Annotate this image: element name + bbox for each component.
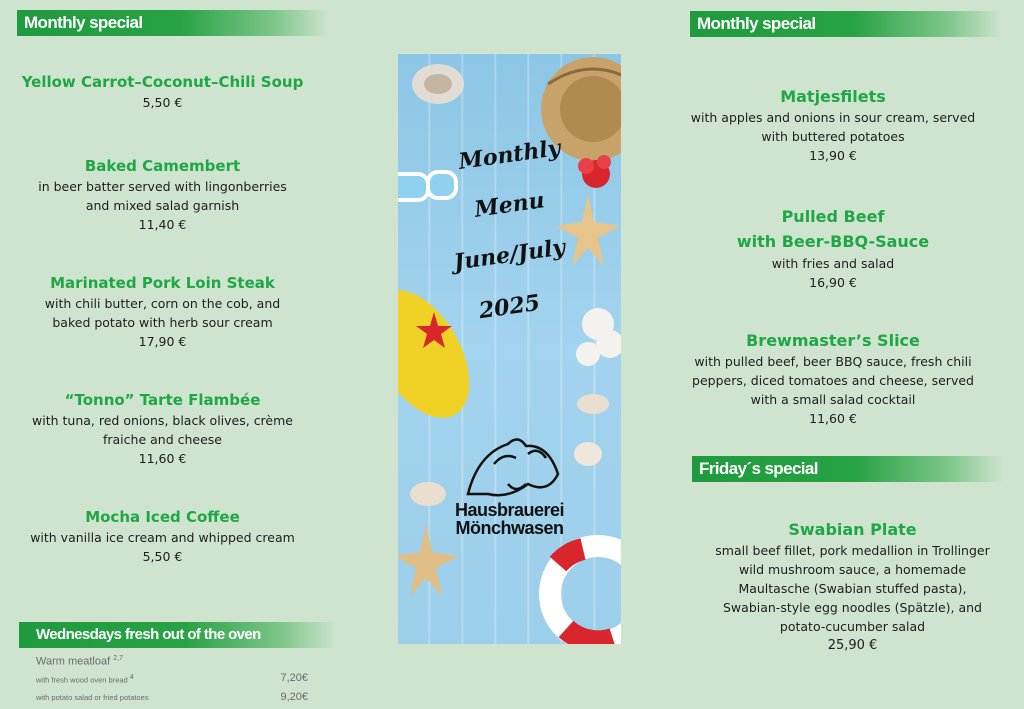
menu-item-title: “Tonno” Tarte Flambée	[64, 391, 261, 409]
menu-item-desc: with pulled beef, beer BBQ sauce, fresh chili	[694, 354, 972, 369]
menu-item-price: 11,60 €	[809, 411, 857, 426]
cover-title-line: 2025	[477, 289, 542, 325]
menu-item-desc: peppers, diced tomatoes and cheese, served	[692, 373, 974, 388]
menu-item-title: Marinated Pork Loin Steak	[50, 274, 275, 292]
menu-item-desc: Maultasche (Swabian stuffed pasta),	[738, 581, 967, 596]
menu-item-price: 16,90 €	[809, 275, 857, 290]
menu-item-desc: potato-cucumber salad	[779, 619, 926, 634]
menu-item-desc: small beef fillet, pork medallion in Trollinger	[715, 543, 990, 558]
menu-item-desc: with buttered potatoes	[761, 129, 905, 144]
menu-item-desc: with fries and salad	[771, 256, 895, 271]
menu-cover	[398, 54, 621, 644]
wednesday-banner: Wednesdays fresh out of the oven	[19, 622, 337, 648]
left-menu-column	[10, 0, 315, 709]
menu-item-title: Baked Camembert	[84, 157, 241, 175]
menu-item-price: 25,90 €	[827, 638, 878, 653]
menu-item-title: Mocha Iced Coffee	[85, 508, 240, 526]
menu-item-title: Pulled Beef	[781, 207, 885, 226]
menu-item-desc: with tuna, red onions, black olives, crème	[32, 413, 293, 428]
menu-item-price: 17,90 €	[138, 334, 187, 349]
friday-banner: Friday´s special	[692, 456, 1004, 482]
brand-name: Hausbrauerei	[454, 500, 565, 520]
friday-column	[700, 0, 1005, 709]
menu-item-desc: Swabian-style egg noodles (Spätzle), and	[723, 600, 982, 615]
coral-icon	[576, 308, 621, 366]
menu-item-desc: with apples and onions in sour cream, served	[690, 110, 976, 125]
cover-title-line: June/July	[452, 234, 567, 276]
menu-item	[700, 519, 1005, 655]
right-monthly-banner: Monthly special	[690, 11, 1002, 37]
option-price: 9,20€	[280, 691, 308, 703]
menu-item-title: Swabian Plate	[788, 520, 917, 539]
menu-item-desc: with vanilla ice cream and whipped cream	[30, 530, 295, 545]
cover-title-line: Menu	[472, 187, 547, 223]
menu-item-price: 5,50 €	[142, 549, 183, 564]
brand-name: Mönchwasen	[455, 518, 564, 538]
left-monthly-banner: Monthly special	[17, 10, 329, 36]
menu-item	[10, 155, 315, 234]
menu-item-price: 5,50 €	[142, 95, 183, 110]
menu-item-desc: with a small salad cocktail	[750, 392, 916, 407]
cover-title-line: Monthly	[457, 135, 562, 175]
menu-item-desc: with chili butter, corn on the cob, and	[44, 296, 281, 311]
menu-item-desc: baked potato with herb sour cream	[52, 315, 273, 330]
menu-item-title: Matjesfilets	[780, 87, 886, 106]
menu-item-title: Yellow Carrot–Coconut–Chili Soup	[21, 73, 304, 91]
menu-item-price: 11,40 €	[138, 217, 187, 232]
dish-name: Warm meatloaf $^{2,7}$	[36, 655, 123, 668]
menu-item	[10, 389, 315, 468]
life-ring-icon	[550, 546, 621, 642]
menu-item	[10, 272, 315, 351]
menu-item-desc: wild mushroom sauce, a homemade	[738, 562, 967, 577]
menu-item-price: 11,60 €	[138, 451, 187, 466]
shell-icon	[412, 64, 464, 104]
menu-item-desc: and mixed salad garnish	[85, 198, 240, 213]
menu-item-title: Brewmaster’s Slice	[746, 331, 920, 350]
option-price: 7,20€	[280, 672, 308, 684]
menu-item-title: with Beer-BBQ-Sauce	[736, 232, 930, 251]
menu-item	[10, 506, 315, 566]
monk-logo-icon	[468, 439, 558, 495]
menu-item-desc: in beer batter served with lingonberries	[38, 179, 287, 194]
menu-item	[10, 71, 315, 112]
menu-item-price: 13,90 €	[809, 148, 857, 163]
menu-item-desc: fraiche and cheese	[102, 432, 222, 447]
